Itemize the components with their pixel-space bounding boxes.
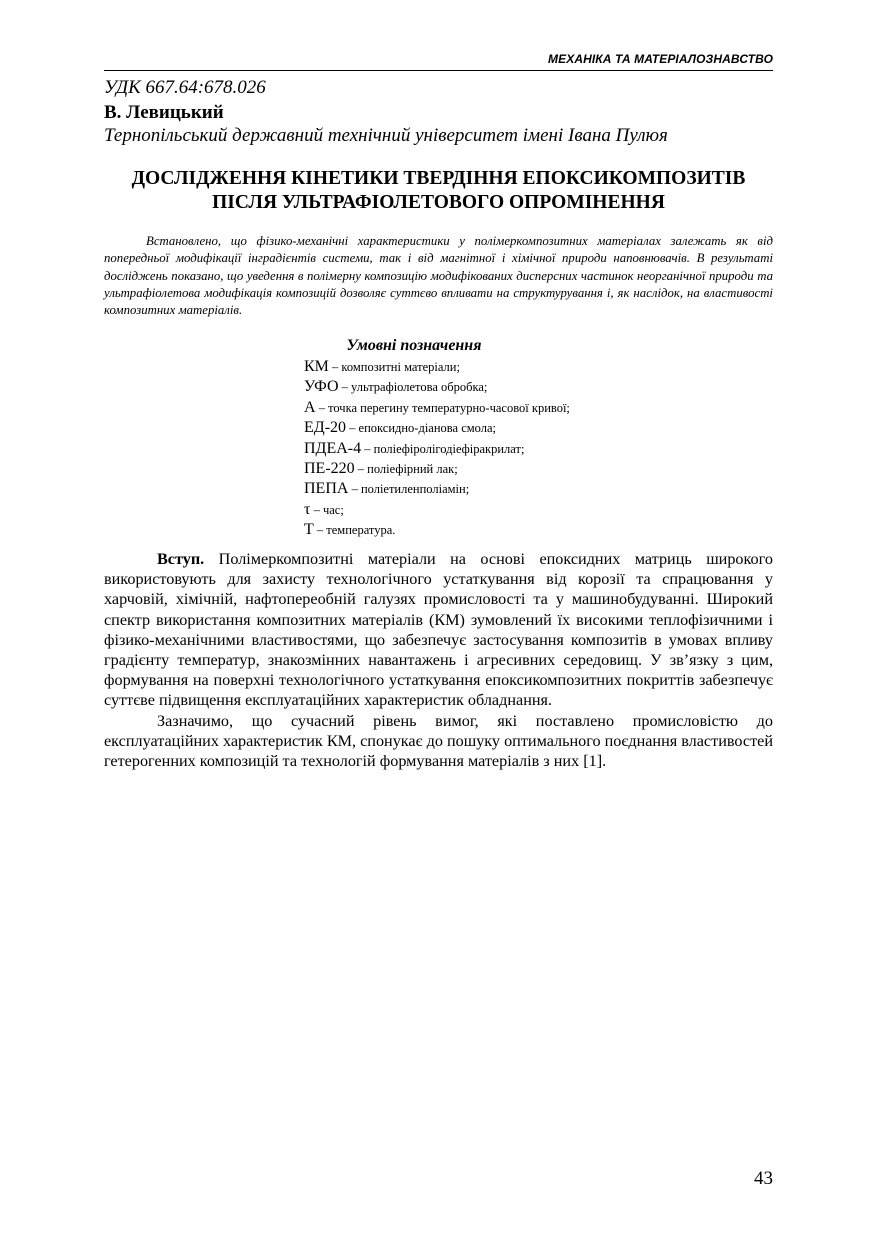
notation-desc: епоксидно-діанова смола; bbox=[358, 421, 496, 436]
notation-abbr: ПДЕА-4 bbox=[304, 439, 362, 457]
notation-desc: точка перегину температурно-часової кривої; bbox=[328, 400, 570, 415]
notation-abbr: Т bbox=[304, 521, 314, 539]
notation-item bbox=[304, 500, 724, 520]
notation-item bbox=[304, 418, 724, 438]
notation-item bbox=[304, 439, 724, 459]
intro-heading: Вступ. bbox=[157, 550, 205, 568]
notation-dash: – bbox=[315, 400, 329, 415]
notation-item bbox=[304, 479, 724, 499]
udk-code: УДК 667.64:678.026 bbox=[104, 77, 266, 98]
intro-paragraph-2: Зазначимо, що сучасний рівень вимог, які поставлено промисловістю до експлуатаційних характеристик КМ, спонукає до пошуку оптимального поєднання властивостей гетерогенних композицій та технологій формування матеріалів з них [1]. bbox=[104, 711, 773, 771]
notation-item bbox=[304, 377, 724, 397]
notation-abbr: τ bbox=[304, 500, 311, 518]
notation-desc: композитні матеріали; bbox=[341, 360, 460, 374]
notation-item bbox=[304, 398, 724, 418]
notation-abbr: УФО bbox=[304, 378, 339, 396]
notation-desc: поліетиленполіамін; bbox=[360, 482, 470, 497]
notation-list bbox=[304, 337, 724, 541]
header-rule bbox=[104, 70, 773, 71]
notation-abbr: ЕД-20 bbox=[304, 419, 347, 437]
notation-item bbox=[304, 520, 724, 540]
notation-abbr: ПЕ-220 bbox=[304, 459, 355, 477]
notation-abbr: А bbox=[304, 398, 316, 416]
article-title-line-1: ДОСЛІДЖЕННЯ КІНЕТИКИ ТВЕРДІННЯ ЕПОКСИКОМПОЗИТІВ bbox=[131, 168, 746, 189]
notation-desc: поліефірний лак; bbox=[367, 461, 458, 476]
notation-item bbox=[304, 357, 724, 377]
journal-page bbox=[104, 0, 773, 1240]
notation-dash: – bbox=[361, 441, 374, 456]
notation-dash: – bbox=[338, 380, 352, 395]
body-text bbox=[104, 549, 773, 771]
author-name: В. Левицький bbox=[104, 102, 224, 123]
notation-dash: – bbox=[313, 523, 327, 538]
notation-dash: – bbox=[348, 482, 361, 497]
notation-desc: ультрафіолетова обробка; bbox=[351, 380, 488, 395]
notation-title: Умовні позначення bbox=[346, 337, 482, 354]
notation-abbr: ПЕПА bbox=[304, 480, 349, 498]
author-affiliation: Тернопільський державний технічний університет імені Івана Пулюя bbox=[104, 125, 668, 146]
intro-paragraph-1-text: Полімеркомпозитні матеріали на основі епоксидних матриць широкого використовують для захисту технологічного устаткування від корозії та спрацювання у харчовій, хімічній, нафтопереобній галузях промисловості та у машинобудуванні. Широкий спектр використання композитних матеріалів (КМ) зумовлений їх високими теплофізичними і фізико-механічними властивостями, що забезпечує застосування композитів в умовах впливу градієнту температур, знакозмінних навантажень і агресивних середовищ. У зв’язку з цим, формування на поверхні технологічного устаткування епоксикомпозитних покриттів забезпечує суттєве підвищення експлуатаційних характеристик обладнання. bbox=[104, 550, 773, 710]
page-number: 43 bbox=[754, 1168, 773, 1189]
intro-paragraph-1 bbox=[104, 549, 773, 711]
notation-item bbox=[304, 459, 724, 479]
notation-desc: поліефіролігодіефіракрилат; bbox=[373, 441, 525, 456]
notation-dash: – bbox=[310, 502, 323, 517]
notation-dash: – bbox=[346, 421, 359, 436]
notation-desc: температура. bbox=[326, 523, 396, 538]
article-title-line-2: ПІСЛЯ УЛЬТРАФІОЛЕТОВОГО ОПРОМІНЕННЯ bbox=[212, 192, 665, 213]
notation-dash: – bbox=[354, 461, 368, 476]
notation-dash: – bbox=[328, 360, 342, 374]
notation-abbr: КМ bbox=[304, 358, 329, 375]
running-head: МЕХАНІКА ТА МАТЕРІАЛОЗНАВСТВО bbox=[548, 52, 773, 66]
abstract: Встановлено, що фізико-механічні характеристики у полімеркомпозитних матеріалах залежать як від попередньої модифікації інградієнтів системи, так і від магнітної і хімічної природи наповнювачів. В результаті досліджень показано, що уведення в полімерну композицію модифікованих дисперсних частинок неорганічної природи та ультрафіолетова модифікація композицій дозволяє суттєво впливати на структурування і, як наслідок, на властивості композитних матеріалів. bbox=[104, 234, 773, 318]
notation-desc: час; bbox=[322, 502, 344, 517]
article-title bbox=[104, 167, 773, 215]
